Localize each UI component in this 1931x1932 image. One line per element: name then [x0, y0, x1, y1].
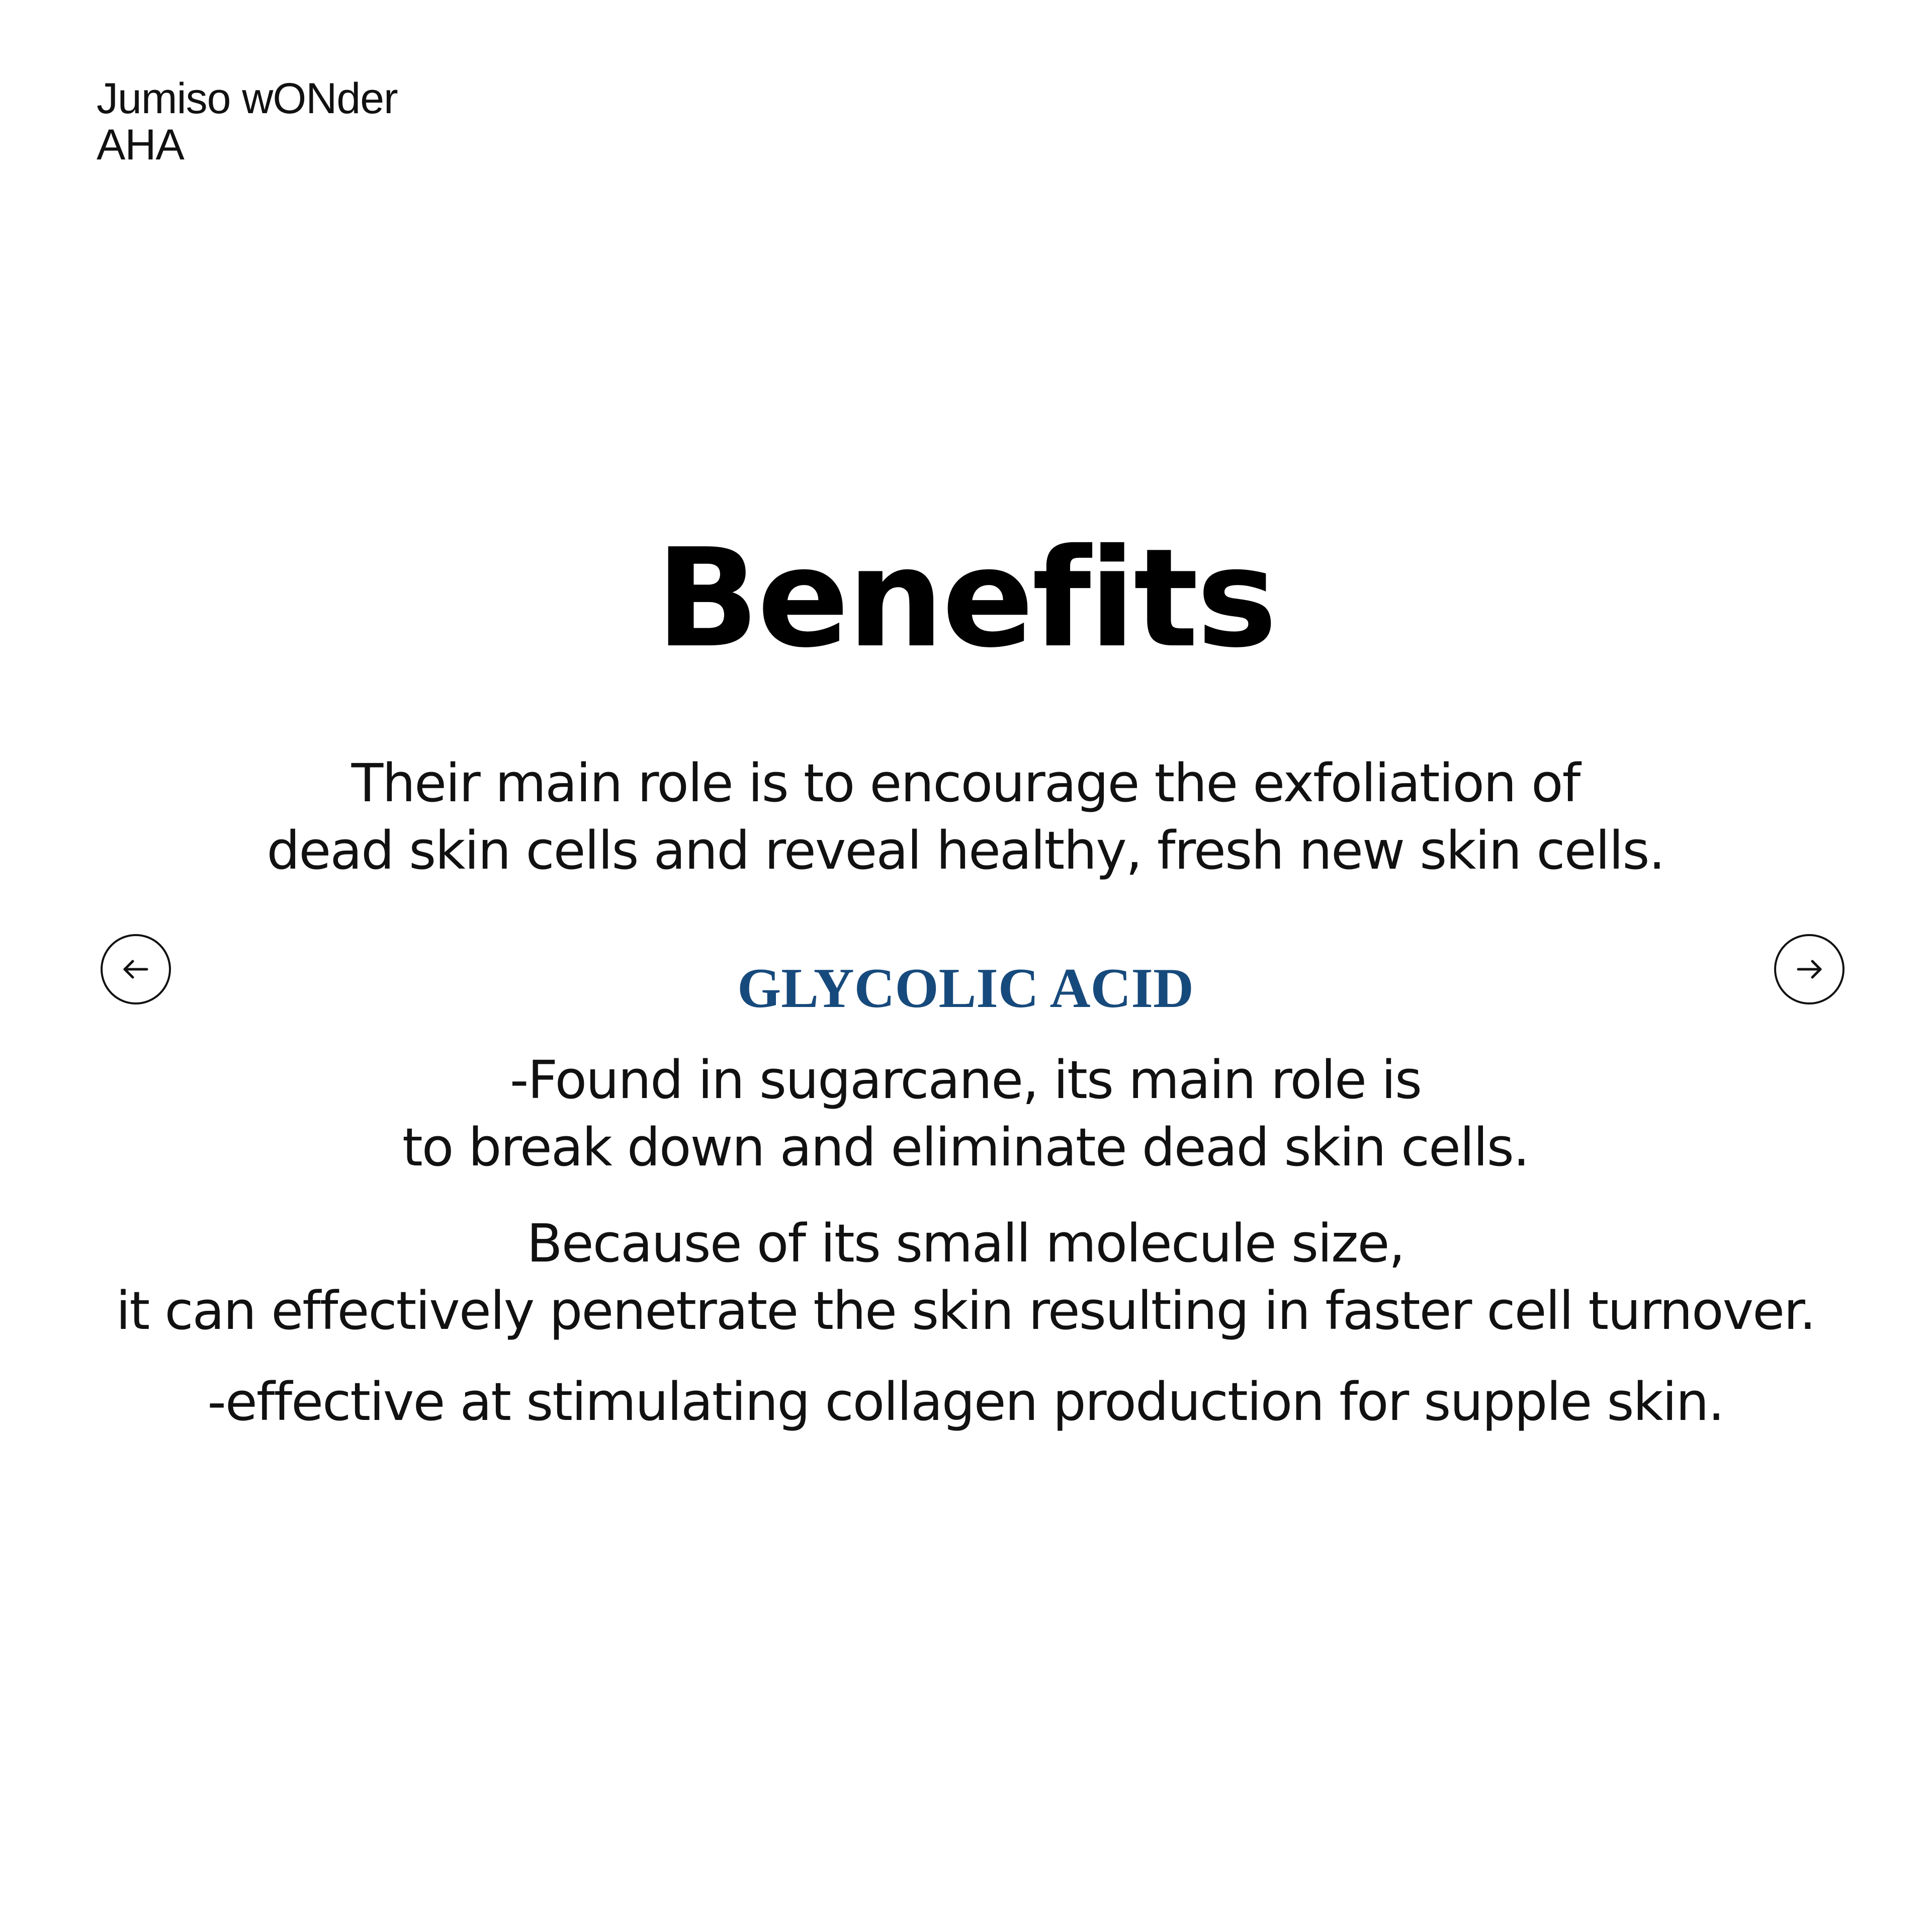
paragraph-line: -effective at stimulating collagen production for supple skin.	[207, 1371, 1724, 1433]
brand-name-line2: AHA	[97, 121, 184, 169]
arrow-right-icon	[1789, 949, 1829, 989]
intro-line: dead skin cells and reveal healthy, fresh new skin cells.	[267, 820, 1664, 881]
paragraph-line: Because of its small molecule size,	[526, 1213, 1405, 1274]
section-heading: GLYCOLIC ACID	[737, 957, 1194, 1020]
page-title: Benefits	[655, 519, 1276, 678]
intro-line: Their main role is to encourage the exfoliation of	[351, 752, 1580, 814]
benefit-paragraph-1	[0, 1046, 1931, 1181]
next-slide-button[interactable]	[1774, 934, 1845, 1004]
paragraph-line: to break down and eliminate dead skin cells.	[402, 1117, 1529, 1178]
brand-logo	[97, 75, 398, 168]
paragraph-line: -Found in sugarcane, its main role is	[509, 1049, 1422, 1111]
paragraph-line: it can effectively penetrate the skin resulting in faster cell turnover.	[116, 1280, 1815, 1341]
brand-name-line1: Jumiso wONder	[97, 74, 398, 123]
benefit-paragraph-3	[0, 1368, 1931, 1436]
intro-text	[0, 749, 1931, 884]
benefit-paragraph-2	[0, 1210, 1931, 1345]
